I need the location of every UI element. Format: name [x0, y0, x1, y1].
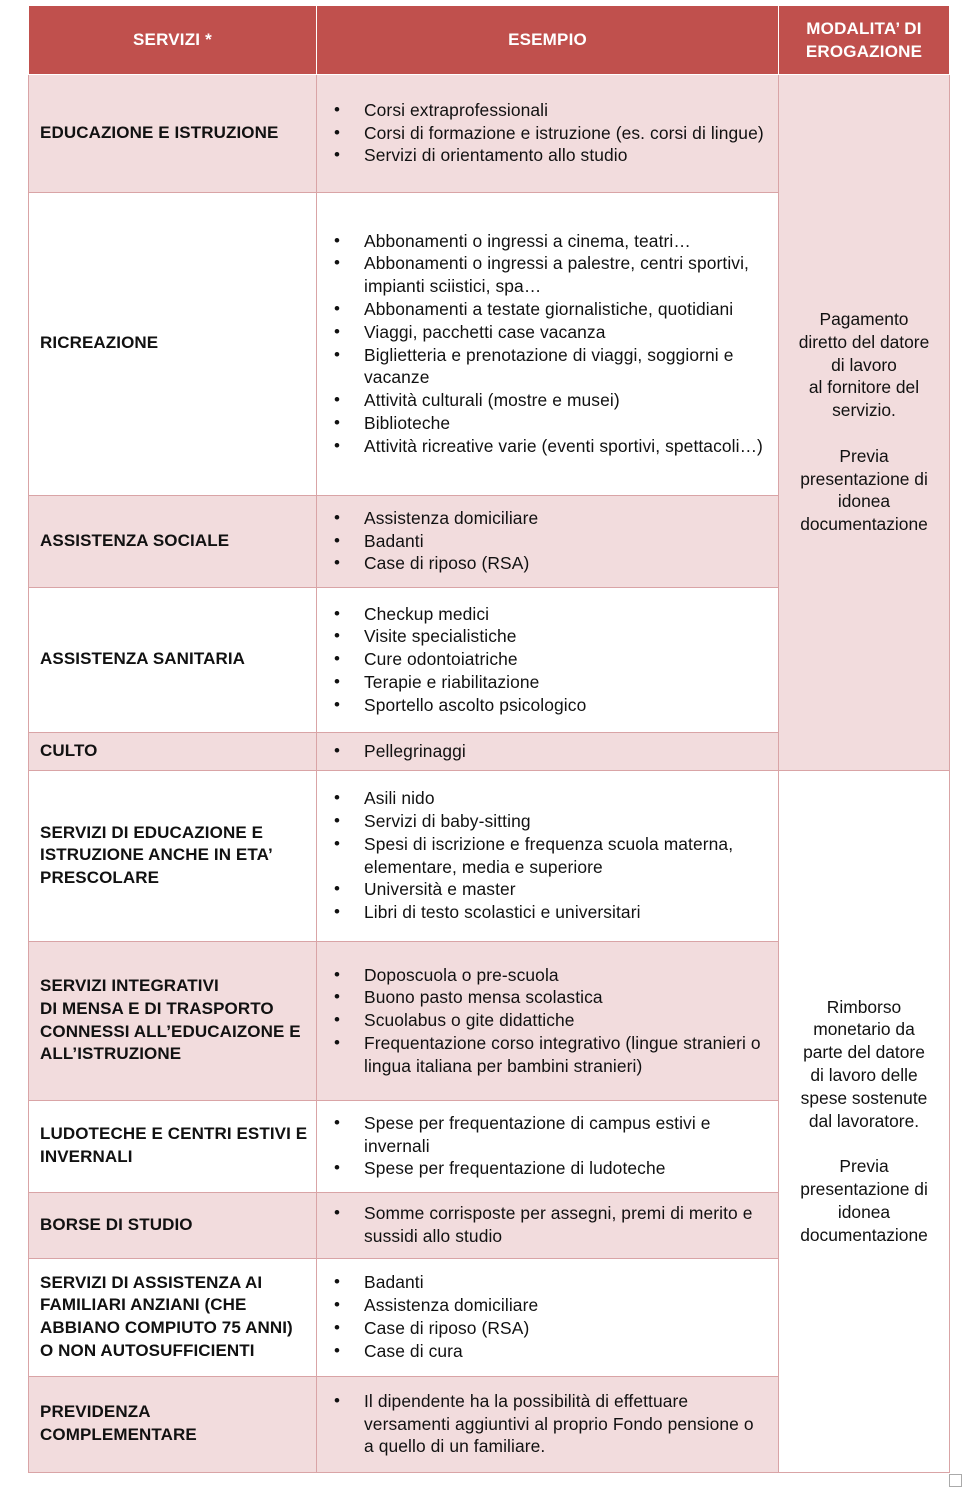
document [28, 6, 949, 1473]
example-cell [317, 495, 779, 587]
text-line: PRESCOLARE [40, 867, 160, 887]
modalita-rimborso [779, 770, 950, 1472]
example-cell [317, 1258, 779, 1376]
example-cell [317, 1100, 779, 1192]
example-list [317, 1202, 768, 1248]
list-item: • Attività culturali (mostre e musei) [364, 389, 768, 412]
text-line: Pagamento [819, 309, 909, 330]
text-line: diretto del datore [798, 331, 930, 352]
service-name [29, 74, 317, 192]
text-line: SERVIZI DI EDUCAZIONE E [40, 822, 264, 842]
example-list [317, 1112, 768, 1180]
text-line: COMPLEMENTARE [40, 1425, 197, 1444]
example-cell [317, 770, 779, 941]
text-line: ASSISTENZA SANITARIA [40, 649, 246, 669]
text-line: documentazione [800, 1224, 928, 1245]
list-item: • Buono pasto mensa scolastica [364, 986, 768, 1009]
example-list [317, 230, 768, 458]
example-cell [317, 1376, 779, 1472]
table-body [29, 74, 950, 1472]
list-item: • Doposcuola o pre-scuola [364, 964, 768, 987]
text-line: SERVIZI DI ASSISTENZA AI [40, 1272, 263, 1292]
example-list [317, 787, 768, 924]
table-row [29, 74, 950, 192]
list-item: • Il dipendente ha la possibilità di effettuare versamenti aggiuntivi al proprio Fondo pensione o a quello di un familiare. [364, 1390, 768, 1458]
service-name [29, 941, 317, 1100]
example-cell [317, 74, 779, 192]
text-line: FAMILIARI ANZIANI (CHE [40, 1295, 247, 1315]
example-cell [317, 732, 779, 770]
list-item: • Cure odontoiatriche [364, 648, 768, 671]
text-line: BORSE DI STUDIO [40, 1214, 193, 1234]
service-name [29, 732, 317, 770]
text-line: ISTRUZIONE ANCHE IN ETA’ [40, 845, 273, 865]
list-item: • Viaggi, pacchetti case vacanza [364, 321, 768, 344]
text-line: CULTO [40, 740, 98, 760]
text-line: presentazione di [800, 468, 928, 489]
modalita-pagamento-diretto [779, 74, 950, 770]
table-row [29, 770, 950, 941]
list-item: • Case di cura [364, 1340, 768, 1363]
service-name [29, 587, 317, 732]
text-line: EDUCAZIONE E ISTRUZIONE [40, 122, 279, 142]
text-line: idonea [837, 1201, 891, 1222]
services-table [28, 6, 950, 1473]
text-line [789, 422, 939, 445]
header-esempio: ESEMPIO [317, 6, 779, 74]
text-line: servizio. [832, 400, 896, 421]
text-line: LUDOTECHE E CENTRI ESTIVI E [40, 1124, 308, 1144]
list-item: • Abbonamenti o ingressi a palestre, centri sportivi, impianti sciistici, spa… [364, 252, 768, 298]
text-line: Rimborso [826, 996, 902, 1017]
example-cell [317, 192, 779, 495]
text-line: INVERNALI [40, 1147, 133, 1166]
list-item: • Badanti [364, 530, 768, 553]
example-list [317, 507, 768, 575]
list-item: • Attività ricreative varie (eventi sportivi, spettacoli…) [364, 435, 768, 458]
list-item: • Checkup medici [364, 603, 768, 626]
text-line: CONNESSI ALL’EDUCAIZONE E [40, 1021, 301, 1041]
service-name [29, 1258, 317, 1376]
list-item: • Servizi di orientamento allo studio [364, 144, 768, 167]
service-name [29, 770, 317, 941]
text-line: RICREAZIONE [40, 333, 159, 353]
list-item: • Corsi di formazione e istruzione (es. corsi di lingue) [364, 122, 768, 145]
header-row [29, 6, 950, 74]
list-item: • Assistenza domiciliare [364, 507, 768, 530]
text-line: DI MENSA E DI TRASPORTO [40, 998, 274, 1018]
text-line: monetario da [813, 1019, 915, 1040]
example-list [317, 964, 768, 1078]
service-name [29, 1376, 317, 1472]
list-item: • Asili nido [364, 787, 768, 810]
list-item: • Assistenza domiciliare [364, 1294, 768, 1317]
text-line: presentazione di [800, 1178, 928, 1199]
list-item: • Spese per frequentazione di campus estivi e invernali [364, 1112, 768, 1158]
example-cell [317, 587, 779, 732]
text-line: di lavoro delle [810, 1065, 918, 1085]
service-name [29, 495, 317, 587]
header-modalita: MODALITA’ DI EROGAZIONE [779, 6, 950, 74]
list-item: • Badanti [364, 1271, 768, 1294]
table-resize-handle[interactable] [949, 1474, 962, 1487]
list-item: • Case di riposo (RSA) [364, 552, 768, 575]
text-line: documentazione [800, 514, 928, 535]
text-line: SERVIZI INTEGRATIVI [40, 976, 219, 996]
list-item: • Scuolabus o gite didattiche [364, 1009, 768, 1032]
text-line: parte del datore [803, 1042, 925, 1063]
list-item: • Visite specialistiche [364, 625, 768, 648]
list-item: • Biblioteche [364, 412, 768, 435]
text-line: dal lavoratore. [808, 1110, 920, 1131]
text-line: al fornitore del [808, 377, 920, 398]
list-item: • Frequentazione corso integrativo (lingue stranieri o lingua italiana per bambini stranieri) [364, 1032, 768, 1078]
example-list [317, 740, 768, 763]
text-line: ABBIANO COMPIUTO 75 ANNI) [40, 1318, 293, 1337]
example-list [317, 1390, 768, 1458]
text-line: ASSISTENZA SOCIALE [40, 530, 230, 550]
header-servizi: SERVIZI * [29, 6, 317, 74]
example-list [317, 1271, 768, 1362]
text-line: Previa [839, 1156, 889, 1177]
example-cell [317, 1192, 779, 1258]
list-item: • Pellegrinaggi [364, 740, 768, 763]
list-item: • Università e master [364, 878, 768, 901]
list-item: • Spese per frequentazione di ludoteche [364, 1157, 768, 1180]
list-item: • Case di riposo (RSA) [364, 1317, 768, 1340]
list-item: • Sportello ascolto psicologico [364, 694, 768, 717]
example-cell [317, 941, 779, 1100]
example-list [317, 603, 768, 717]
example-list [317, 99, 768, 167]
list-item: • Servizi di baby-sitting [364, 810, 768, 833]
list-item: • Biglietteria e prenotazione di viaggi, soggiorni e vacanze [364, 344, 768, 390]
service-name [29, 192, 317, 495]
list-item: • Spesi di iscrizione e frequenza scuola materna, elementare, media e superiore [364, 833, 768, 879]
list-item: • Abbonamenti o ingressi a cinema, teatri… [364, 230, 768, 253]
text-line [789, 1132, 939, 1155]
text-line: ALL’ISTRUZIONE [40, 1044, 182, 1064]
text-line: O NON AUTOSUFFICIENTI [40, 1340, 255, 1360]
text-line: idonea [837, 491, 891, 512]
service-name [29, 1100, 317, 1192]
list-item: • Somme corrisposte per assegni, premi di merito e sussidi allo studio [364, 1202, 768, 1248]
text-line: spese sostenute [800, 1087, 928, 1108]
text-line: di lavoro [831, 354, 897, 375]
text-line: PREVIDENZA [40, 1402, 151, 1422]
list-item: • Corsi extraprofessionali [364, 99, 768, 122]
list-item: • Abbonamenti a testate giornalistiche, quotidiani [364, 298, 768, 321]
list-item: • Terapie e riabilitazione [364, 671, 768, 694]
list-item: • Libri di testo scolastici e universitari [364, 901, 768, 924]
service-name [29, 1192, 317, 1258]
text-line: Previa [839, 445, 889, 466]
